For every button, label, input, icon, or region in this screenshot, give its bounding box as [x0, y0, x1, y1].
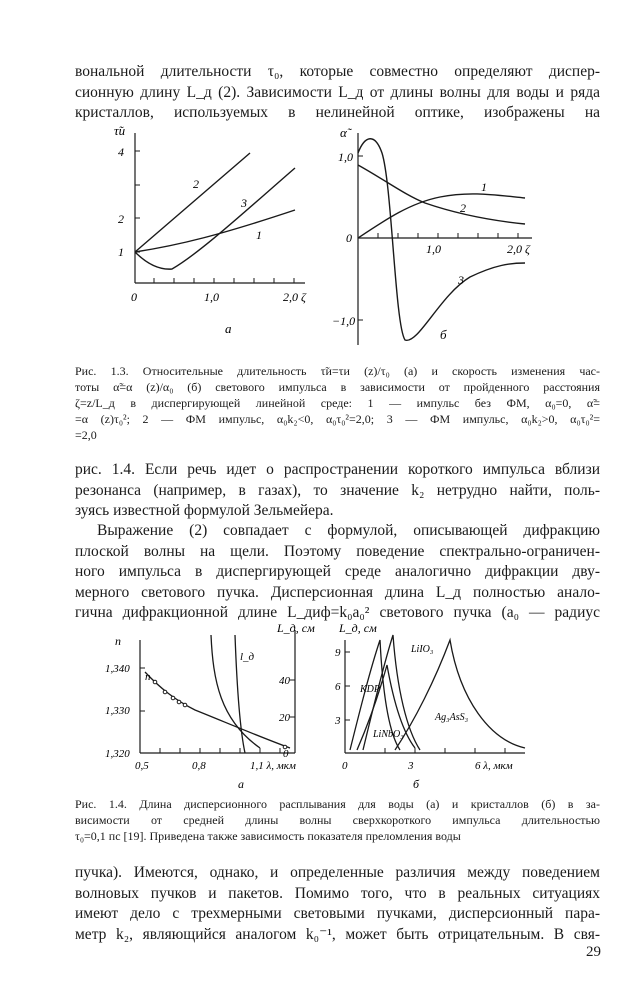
fig13a-xtick: 2,0 ζ: [283, 290, 306, 304]
fig14a-curve-label: n: [145, 671, 151, 683]
fig14b-panel-label: б: [413, 777, 420, 791]
figure-1-3: [100, 125, 560, 350]
text-line: рис. 1.4. Если речь идет о распространении короткого импульса вблизи: [75, 461, 600, 478]
paragraph-beams: [75, 863, 600, 945]
fig13b-curve-2: [358, 165, 525, 224]
fig13a-panel-label: а: [225, 321, 232, 336]
fig14a-data-point: [153, 680, 157, 684]
fig13b-xtick: 2,0 ζ: [507, 242, 530, 256]
caption-line: Рис. 1.3. Относительные длительность τ̃и=τи (z)/τ₀ (а) и скорость изменения час-: [75, 364, 600, 378]
figure-1-3-caption: [75, 363, 600, 443]
fig13b-y-label: α̃: [340, 125, 347, 140]
fig14a-left-tick: 1,330: [105, 705, 130, 717]
text-line: метр k₂, являющийся аналогом k₀⁻¹, может быть отрицательным. В свя-: [75, 925, 600, 943]
fig13a-ytick: 1: [118, 245, 124, 259]
caption-line: =α (z)τ₀²; 2 — ФМ импульс, α₀k₂<0, α₀τ₀²=2,0; 3 — ФМ импульс, α₀k₂>0, α₀τ₀²=: [75, 412, 600, 426]
caption-line: Рис. 1.4. Длина дисперсионного расплывания для воды (а) и кристаллов (б) в за-: [75, 797, 600, 811]
fig14a-left-tick: 1,320: [105, 748, 130, 760]
fig14a-left-axis-label: n: [115, 634, 121, 648]
page-number: 29: [586, 944, 601, 960]
fig14b-crystal-label: LiNbO₃: [373, 729, 404, 740]
fig14b-crystal-label: LiIO₃: [411, 644, 434, 655]
fig14b-crystal-label: Ag₃AsS₃: [435, 712, 469, 723]
text-line: кристаллов, используемых в нелинейной оптике, изображены на: [75, 104, 600, 121]
fig14a-xtick: 0,5: [135, 760, 149, 772]
caption-line: тоты α̃=α (z)/α₀ (б) светового импульса в зависимости от пройденного расстояния: [75, 380, 600, 394]
fig13a-curve-label: 3: [241, 196, 247, 210]
fig14b-ytick: 9: [335, 647, 341, 659]
text-line: волновых пучков и пакетов. Помимо того, что в реальных ситуациях: [75, 884, 600, 902]
figure-1-4-caption: [75, 796, 600, 844]
fig13b-curve-3: [358, 139, 525, 341]
fig14b-xtick: 3: [408, 760, 414, 772]
fig14a-curve-label: l_д: [240, 651, 255, 663]
fig13b-curve-label: 2: [460, 201, 466, 215]
text-line: мерного светового пучка. Дисперсионная длина L_д полностью анало-: [75, 583, 600, 601]
caption-line: τ₀=0,1 пс [19]. Приведена также зависимость показателя преломления воды: [75, 829, 461, 843]
fig14a-panel-label: а: [238, 777, 244, 791]
caption-line: висимости от средней длины волны сверхкороткого импульса длительностью: [75, 813, 600, 827]
fig14a-right-axis-label: L_д, см: [277, 621, 315, 635]
caption-line: ζ=z/L_д в диспергирующей линейной среде: 1 — импульс без ФМ, α₀=0, α̃=: [75, 396, 600, 410]
fig14a-xtick: 0,8: [192, 760, 206, 772]
text-line: ного импульса в диспергирующей среде аналогично дифракции дву-: [75, 563, 600, 580]
fig14a-xtick: 1,1 λ, мкм: [250, 760, 296, 772]
fig14b-ytick: 3: [335, 715, 341, 727]
fig14a-data-point: [163, 690, 167, 694]
fig13a-ytick: 2: [118, 212, 124, 226]
text-line: гична дифракционной длине L_диф=k₀a₀² светового пучка (a₀ — радиус: [75, 604, 600, 621]
fig13b-curve-label: 3: [458, 273, 464, 287]
fig14a-right-tick: 20: [279, 712, 290, 724]
paragraph-diffraction: [75, 521, 600, 624]
text-line: резонанса (например, в газах), то значение k₂ нетрудно найти, поль-: [75, 481, 600, 499]
text-line: сионную длину L_д (2). Зависимости L_д от длины волны для воды и ряда: [75, 83, 600, 101]
fig13b-panel-label: б: [440, 327, 447, 342]
figure-1-4: [95, 620, 555, 795]
text-line: пучка). Имеются, однако, и определенные различия между поведением: [75, 864, 600, 881]
text-line: вональной длительности τ₀, которые совместно определяют диспер-: [75, 63, 600, 80]
fig14a-data-point: [177, 700, 181, 704]
fig13b-ytick: −1,0: [332, 314, 356, 328]
fig14b-curve-ag3ass3: [395, 640, 525, 750]
fig13a-ytick: 4: [118, 145, 124, 159]
fig13b-ytick: 0: [346, 231, 352, 245]
fig13a-curve-label: 2: [193, 177, 199, 191]
text-line: плоской волны на щели. Поэтому поведение спектрально-ограничен-: [75, 542, 600, 560]
paragraph-intro: [75, 62, 600, 124]
caption-line: =2,0: [75, 428, 97, 442]
fig13a-y-label: τ̃и: [114, 125, 126, 138]
fig13a-curve-2: [135, 153, 250, 252]
fig14b-axis-label: L_д, см: [339, 621, 377, 635]
text-line: зуясь известной формулой Зельмейера.: [75, 502, 334, 519]
fig13b-ytick: 1,0: [338, 150, 353, 164]
fig14a-data-point: [183, 703, 187, 707]
fig13a-xtick: 0: [131, 290, 137, 304]
fig14b-xtick: 6 λ, мкм: [475, 760, 513, 772]
fig14b-crystal-label: KDP: [360, 684, 380, 695]
fig14b-ytick: 0: [342, 760, 348, 772]
paragraph-resonance: [75, 460, 600, 522]
fig14a-data-point: [171, 696, 175, 700]
fig13b-xtick: 1,0: [426, 242, 441, 256]
text-line: имеют дело с трехмерными световыми пучками, дисперсионный пара-: [75, 905, 600, 922]
text-line: Выражение (2) совпадает с формулой, описывающей дифракцию: [97, 522, 600, 539]
fig14a-left-tick: 1,340: [105, 663, 130, 675]
fig13-panel-a: [135, 133, 305, 283]
fig13a-curve-label: 1: [256, 228, 262, 242]
fig13a-xtick: 1,0: [204, 290, 219, 304]
fig13b-curve-1: [358, 194, 525, 238]
fig14b-ytick: 6: [335, 681, 341, 693]
fig14a-right-tick: 0: [283, 748, 289, 760]
fig14a-right-tick: 40: [279, 675, 290, 687]
fig13b-curve-label: 1: [481, 180, 487, 194]
fig13-panel-b: [358, 133, 532, 345]
fig14-panel-a: [140, 630, 295, 753]
